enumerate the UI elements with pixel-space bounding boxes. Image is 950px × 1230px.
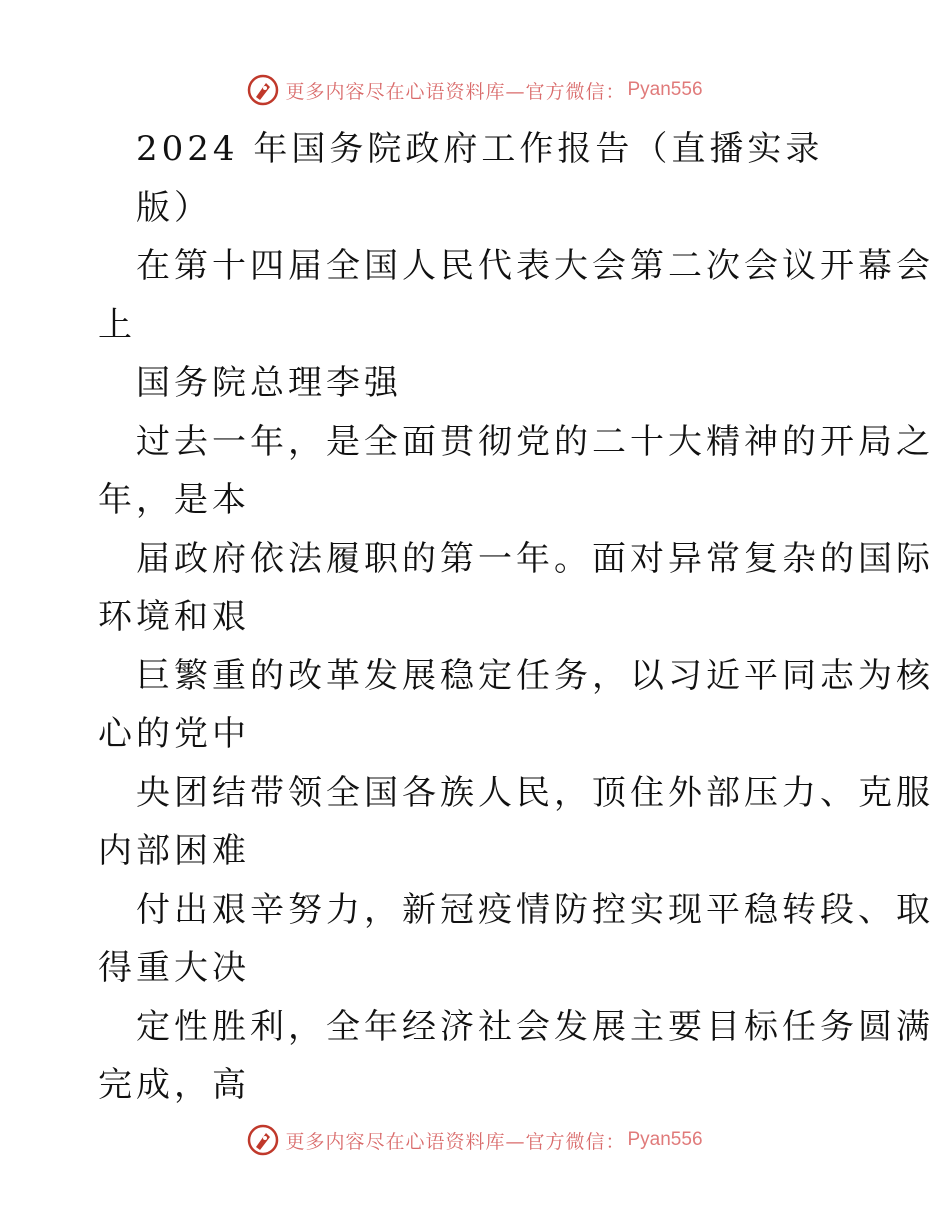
text-line: 届政府依法履职的第一年。面对异常复杂的国际 — [136, 538, 934, 579]
banner-text: 更多内容尽在心语资料库—官方微信： — [285, 1130, 626, 1153]
text-line: 上 — [98, 304, 136, 345]
banner-text: 更多内容尽在心语资料库—官方微信： — [285, 80, 626, 103]
text-line: 环境和艰 — [98, 597, 250, 637]
header-banner — [0, 70, 950, 110]
text-line: 定性胜利，全年经济社会发展主要目标任务圆满 — [136, 1006, 934, 1047]
text-line: 过去一年，是全面贯彻党的二十大精神的开局之 — [136, 421, 934, 462]
document-body — [98, 120, 934, 1115]
text-line: 内部困难 — [98, 831, 250, 871]
text-line: 年，是本 — [98, 480, 250, 520]
banner-wechat-id: Pyan556 — [627, 1129, 703, 1150]
text-line: 央团结带领全国各族人民，顶住外部压力、克服 — [136, 772, 934, 813]
banner-wechat-id: Pyan556 — [627, 79, 703, 100]
text-line: 心的党中 — [98, 714, 250, 754]
pen-nib-logo-icon — [247, 1124, 279, 1156]
text-line: 完成，高 — [98, 1065, 250, 1105]
text-line: 2024 年国务院政府工作报告（直播实录 — [136, 129, 824, 169]
text-line: 巨繁重的改革发展稳定任务，以习近平同志为核 — [136, 655, 934, 696]
pen-nib-logo-icon — [247, 74, 279, 106]
footer-banner — [0, 1120, 950, 1160]
text-line: 国务院总理李强 — [136, 363, 402, 403]
text-line: 在第十四届全国人民代表大会第二次会议开幕会 — [136, 246, 934, 286]
text-line: 得重大决 — [98, 948, 250, 988]
text-line: 付出艰辛努力，新冠疫情防控实现平稳转段、取 — [136, 889, 934, 930]
text-line: 版） — [136, 187, 212, 228]
